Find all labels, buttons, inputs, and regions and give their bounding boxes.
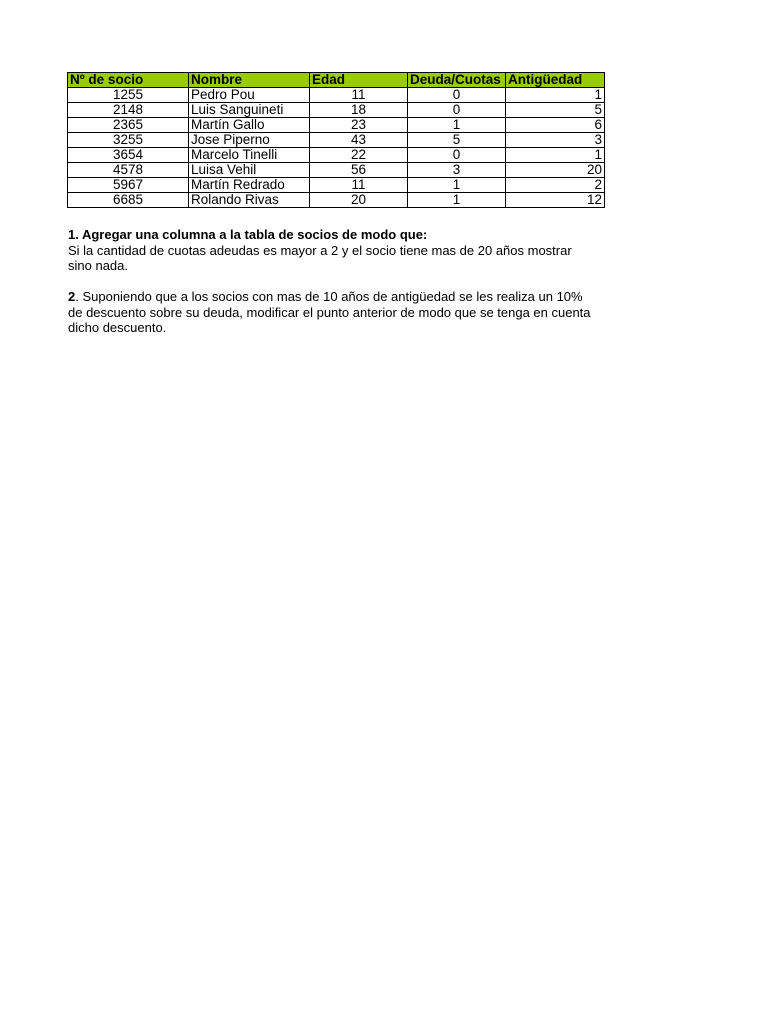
task-2-line-3: dicho descuento. xyxy=(68,320,167,335)
cell-deuda[interactable]: 3 xyxy=(408,163,506,178)
cell-edad[interactable]: 23 xyxy=(310,118,408,133)
header-nombre[interactable]: Nombre xyxy=(189,73,310,88)
table-row xyxy=(68,148,605,163)
cell-socio[interactable]: 3255 xyxy=(68,133,189,148)
cell-nombre[interactable]: Rolando Rivas xyxy=(189,193,310,208)
table-row xyxy=(68,133,605,148)
cell-antiguedad[interactable]: 1 xyxy=(506,148,605,163)
cell-deuda[interactable]: 1 xyxy=(408,118,506,133)
cell-edad[interactable]: 43 xyxy=(310,133,408,148)
cell-antiguedad[interactable]: 12 xyxy=(506,193,605,208)
table-row xyxy=(68,178,605,193)
header-antiguedad[interactable]: Antigüedad xyxy=(506,73,605,88)
cell-deuda[interactable]: 1 xyxy=(408,178,506,193)
cell-nombre[interactable]: Jose Piperno xyxy=(189,133,310,148)
header-socio[interactable]: Nº de socio xyxy=(68,73,189,88)
cell-edad[interactable]: 22 xyxy=(310,148,408,163)
cell-socio[interactable]: 2148 xyxy=(68,103,189,118)
task-1-line-1: Si la cantidad de cuotas adeudas es mayor a 2 y el socio tiene mas de 20 años mostrar xyxy=(68,242,572,258)
cell-socio[interactable]: 6685 xyxy=(68,193,189,208)
task-1-block xyxy=(68,227,605,274)
task-2-number: 2 xyxy=(68,289,76,304)
cell-edad[interactable]: 20 xyxy=(310,193,408,208)
cell-antiguedad[interactable]: 2 xyxy=(506,178,605,193)
task-2-block xyxy=(68,289,605,336)
cell-deuda[interactable]: 0 xyxy=(408,148,506,163)
cell-deuda[interactable]: 0 xyxy=(408,88,506,103)
cell-socio[interactable]: 3654 xyxy=(68,148,189,163)
task-1-title: 1. Agregar una columna a la tabla de socios de modo que: xyxy=(68,227,428,242)
task-1-line-2: sino nada. xyxy=(68,258,128,273)
header-edad[interactable]: Edad xyxy=(310,73,408,88)
cell-socio[interactable]: 4578 xyxy=(68,163,189,178)
table-row xyxy=(68,118,605,133)
cell-edad[interactable]: 11 xyxy=(310,178,408,193)
cell-edad[interactable]: 56 xyxy=(310,163,408,178)
cell-socio[interactable]: 2365 xyxy=(68,118,189,133)
table-row xyxy=(68,163,605,178)
task-2-line-1 xyxy=(68,289,605,305)
table-row xyxy=(68,88,605,103)
cell-nombre[interactable]: Martín Gallo xyxy=(189,118,310,133)
header-deuda[interactable]: Deuda/Cuotas xyxy=(408,73,506,88)
cell-antiguedad[interactable]: 3 xyxy=(506,133,605,148)
cell-deuda[interactable]: 1 xyxy=(408,193,506,208)
cell-nombre[interactable]: Marcelo Tinelli xyxy=(189,148,310,163)
header-row xyxy=(68,73,605,88)
cell-antiguedad[interactable]: 1 xyxy=(506,88,605,103)
task-2-line-1-text: . Suponiendo que a los socios con mas de 10 años de antigüedad se les realiza un 10% xyxy=(75,289,583,304)
task-2-line-2: de descuento sobre su deuda, modificar el punto anterior de modo que se tenga en cuenta xyxy=(68,304,591,320)
cell-nombre[interactable]: Martín Redrado xyxy=(189,178,310,193)
cell-socio[interactable]: 1255 xyxy=(68,88,189,103)
cell-antiguedad[interactable]: 5 xyxy=(506,103,605,118)
cell-deuda[interactable]: 5 xyxy=(408,133,506,148)
table-row xyxy=(68,103,605,118)
cell-nombre[interactable]: Luisa Vehil xyxy=(189,163,310,178)
cell-edad[interactable]: 11 xyxy=(310,88,408,103)
cell-antiguedad[interactable]: 20 xyxy=(506,163,605,178)
socios-table xyxy=(67,72,605,208)
cell-socio[interactable]: 5967 xyxy=(68,178,189,193)
cell-nombre[interactable]: Pedro Pou xyxy=(189,88,310,103)
cell-antiguedad[interactable]: 6 xyxy=(506,118,605,133)
cell-edad[interactable]: 18 xyxy=(310,103,408,118)
cell-deuda[interactable]: 0 xyxy=(408,103,506,118)
table-row xyxy=(68,193,605,208)
cell-nombre[interactable]: Luis Sanguineti xyxy=(189,103,310,118)
